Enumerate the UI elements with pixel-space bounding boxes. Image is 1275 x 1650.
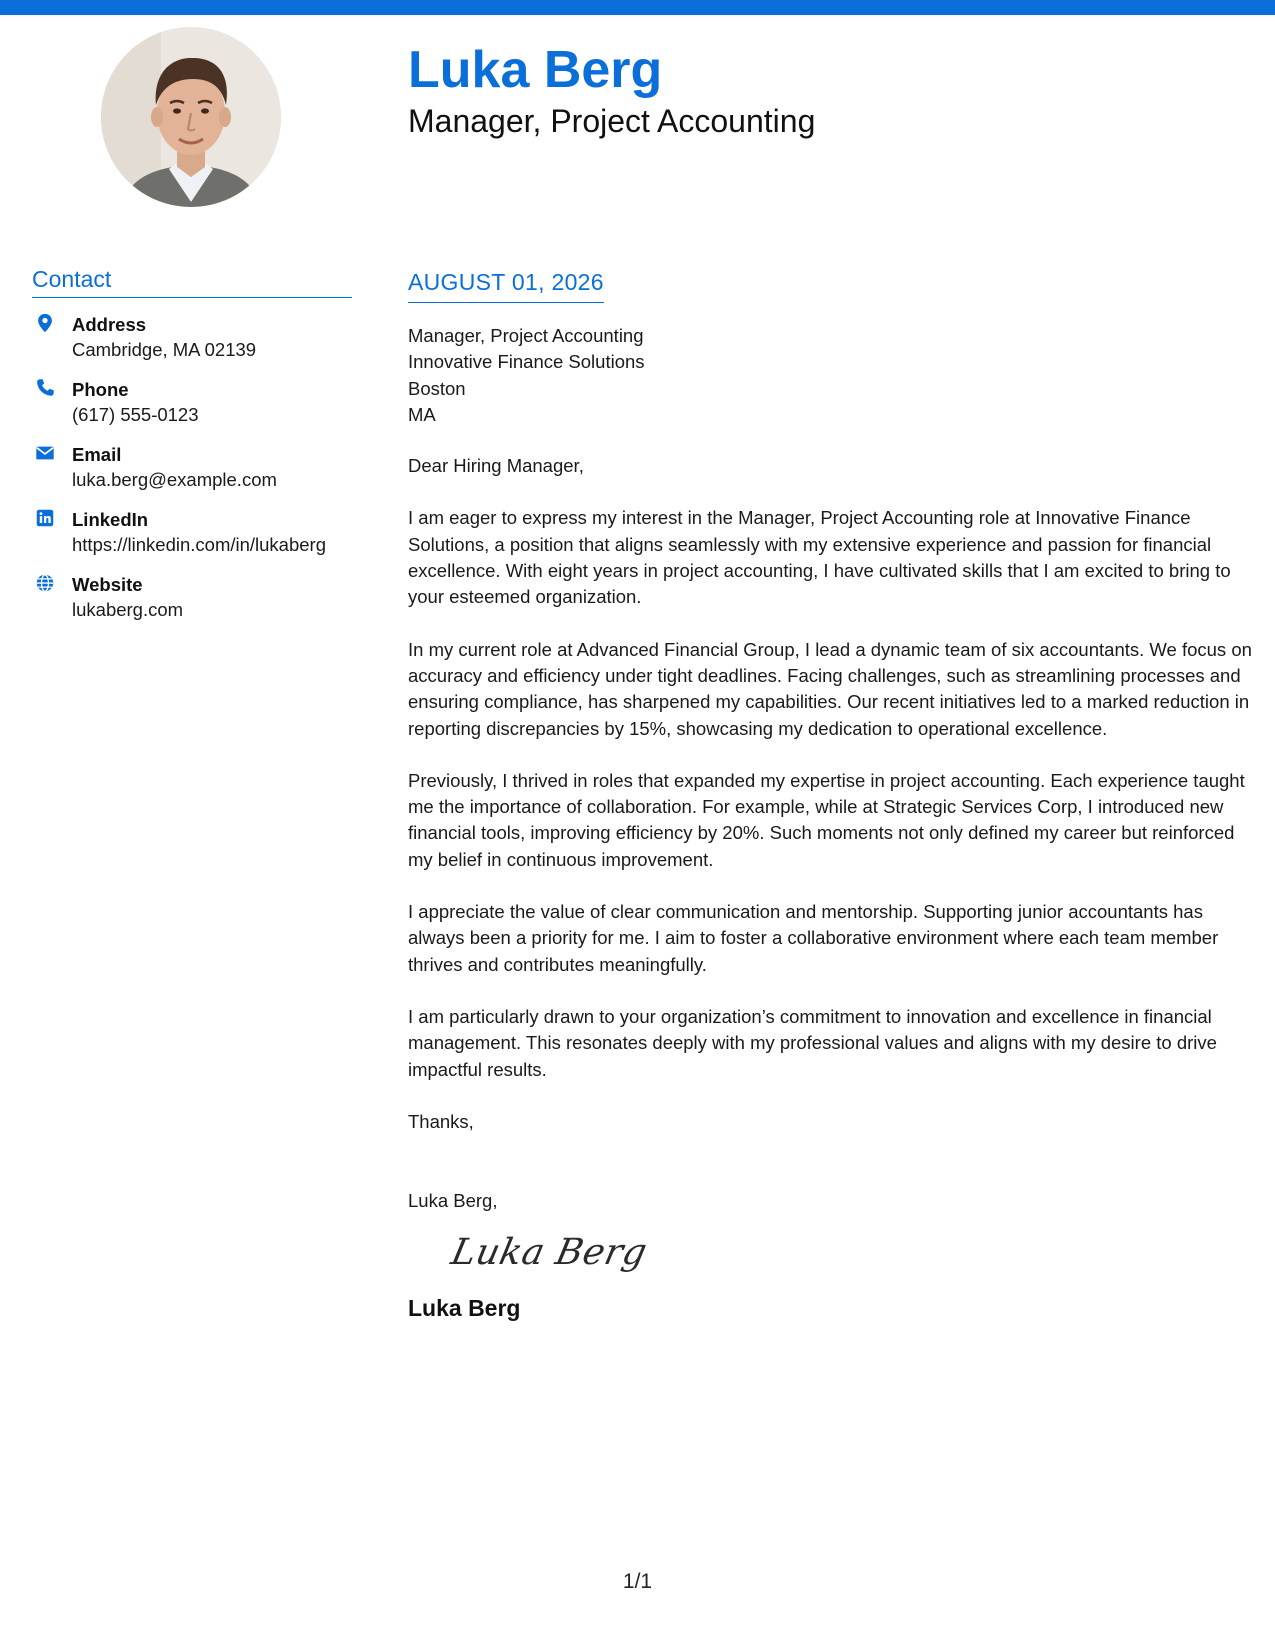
contact-label: Email xyxy=(72,444,122,465)
recipient-line: MA xyxy=(408,403,436,425)
contact-value: Cambridge, MA 02139 xyxy=(72,339,257,360)
contact-email xyxy=(32,442,352,492)
envelope-icon xyxy=(34,442,56,464)
signature: Luka Berg xyxy=(447,1231,651,1273)
recipient-line: Manager, Project Accounting xyxy=(408,325,644,346)
paragraph: In my current role at Advanced Financial Group, I lead a dynamic team of six accountants. We focus on accuracy and efficiency under tight deadlines. Facing challenges, such as streamlining processes and ensuring compliance, has sharpened my capabilities. Our recent initiatives led to a marked reduction in reporting discrepancies by 15%, showcasing my dedication to operational excellence. xyxy=(408,638,1252,739)
recipient-block xyxy=(408,323,1253,428)
letter-body xyxy=(408,269,1253,1322)
sign-off-name: Luka Berg, xyxy=(408,1189,498,1211)
letter-date: AUGUST 01, 2026 xyxy=(408,269,604,303)
contact-value[interactable]: lukaberg.com xyxy=(72,599,184,620)
printed-name: Luka Berg xyxy=(408,1294,521,1321)
applicant-name: Luka Berg xyxy=(408,41,663,99)
avatar xyxy=(101,27,281,207)
contact-label: Phone xyxy=(72,379,129,400)
contact-value[interactable]: https://linkedin.com/in/lukaberg xyxy=(72,534,326,555)
contact-website xyxy=(32,572,352,622)
paragraph: Previously, I thrived in roles that expanded my expertise in project accounting. Each experience taught me the importance of collaboration. For example, while at Strategic Services Corp, I introduced new financial tools, improving efficiency by 20%. Such moments not only defined my career but reinforced my belief in continuous improvement. xyxy=(408,769,1245,870)
contact-address xyxy=(32,312,352,362)
applicant-title: Manager, Project Accounting xyxy=(408,103,816,139)
globe-icon xyxy=(34,572,56,594)
paragraph: I appreciate the value of clear communication and mentorship. Supporting junior accountants has always been a priority for me. I aim to foster a collaborative environment where each team member thrives and contributes meaningfully. xyxy=(408,901,1219,975)
linkedin-icon xyxy=(34,507,56,529)
paragraph: I am particularly drawn to your organization’s commitment to innovation and excellence in financial management. This resonates deeply with my professional values and aligns with my desire to drive impactful results. xyxy=(408,1005,1217,1080)
contact-label: Address xyxy=(72,314,147,335)
contact-value: luka.berg@example.com xyxy=(72,469,277,490)
contact-sidebar xyxy=(32,266,352,637)
contact-heading: Contact xyxy=(32,266,352,298)
phone-icon xyxy=(34,377,56,399)
recipient-line: Innovative Finance Solutions xyxy=(408,351,645,373)
closing: Thanks, xyxy=(408,1110,474,1132)
page-number: 1/1 xyxy=(622,1570,653,1593)
map-pin-icon xyxy=(34,312,56,334)
contact-value: (617) 555-0123 xyxy=(72,404,199,425)
contact-phone xyxy=(32,377,352,427)
contact-label: Website xyxy=(72,574,143,595)
profile-photo xyxy=(101,27,281,207)
salutation: Dear Hiring Manager, xyxy=(408,455,584,477)
paragraph: I am eager to express my interest in the Manager, Project Accounting role at Innovative Finance Solutions, a position that aligns seamlessly with my extensive experience and passion for financial excellence. With eight years in project accounting, I have cultivated skills that I am excited to bring to your esteemed organization. xyxy=(408,507,1231,608)
contact-label: LinkedIn xyxy=(72,509,149,530)
recipient-line: Boston xyxy=(408,377,466,399)
contact-linkedin xyxy=(32,507,352,557)
top-accent-bar xyxy=(0,0,1275,15)
